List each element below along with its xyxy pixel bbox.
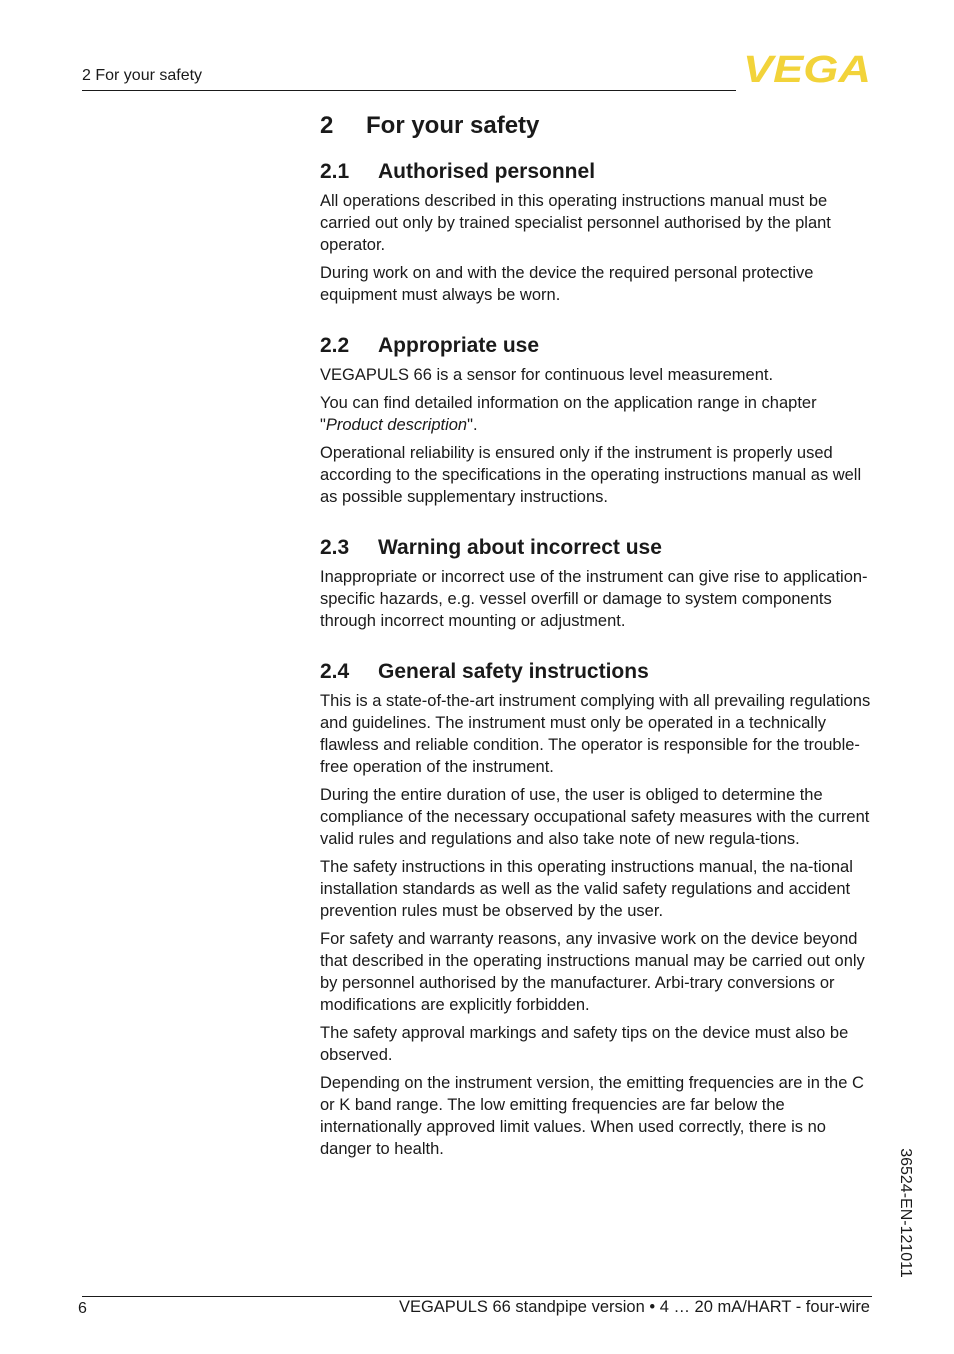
chapter-number: 2 <box>320 112 334 139</box>
section-heading <box>320 660 880 684</box>
paragraph: Operational reliability is ensured only if the instrument is properly used according to the specifications in the operating instructions manual as well as possible supplementary instructions. <box>320 444 862 506</box>
section-title: General safety instructions <box>378 660 649 683</box>
section-heading <box>320 536 880 560</box>
paragraph-text: ". <box>467 416 478 434</box>
sections-container <box>320 160 880 1160</box>
document-code: 36524-EN-121011 <box>897 1148 914 1278</box>
paragraph: All operations described in this operating instructions manual must be carried out only by trained specialist personnel authorised by the plant operator. <box>320 192 831 254</box>
section-number: 2.2 <box>320 334 350 357</box>
header-rule <box>82 90 736 91</box>
section <box>320 334 880 508</box>
section-title: Appropriate use <box>378 334 540 357</box>
document-code-vertical <box>894 1138 916 1288</box>
page-number: 6 <box>78 1300 87 1317</box>
paragraph: The safety instructions in this operating instructions manual, the na-tional installation standards as well as the valid safety regulations and accident prevention rules must be observed by the user. <box>320 858 853 920</box>
footer-document-title: VEGAPULS 66 standpipe version • 4 … 20 mA/HART - four-wire <box>398 1298 870 1316</box>
paragraph: During work on and with the device the required personal protective equipment must always be worn. <box>320 264 814 304</box>
section-title: Authorised personnel <box>378 160 596 183</box>
paragraph <box>320 392 880 436</box>
chapter-reference: Product description <box>325 416 468 434</box>
paragraph: This is a state-of-the-art instrument complying with all prevailing regulations and guidelines. The instrument must only be operated in a technically flawless and reliable condition. The operator is responsible for the trouble-free operation of the instrument. <box>320 692 871 776</box>
section-number: 2.1 <box>320 160 350 183</box>
logo-text: VEGA <box>743 52 871 84</box>
paragraph: Inappropriate or incorrect use of the instrument can give rise to application-specific hazards, e.g. vessel overfill or damage to system components through incorrect mounting or adjustment. <box>320 568 868 630</box>
section-number: 2.3 <box>320 536 350 559</box>
section-number: 2.4 <box>320 660 350 683</box>
paragraph-text: You can find detailed information on the application range in chapter " <box>320 394 817 434</box>
paragraph: For safety and warranty reasons, any invasive work on the device beyond that described in the operating instructions manual may be carried out only by personnel authorised by the manufacturer. Arbi-trary conversions or modifications are explicitly forbidden. <box>320 930 865 1014</box>
footer-rule <box>82 1296 872 1297</box>
vega-logo <box>742 52 872 84</box>
main-content <box>320 108 880 1166</box>
paragraph: VEGAPULS 66 is a sensor for continuous level measurement. <box>320 366 774 384</box>
paragraph: Depending on the instrument version, the emitting frequencies are in the C or K band range. The low emitting frequencies are far below the internationally approved limit values. When used correctly, there is no danger to health. <box>320 1074 864 1158</box>
section <box>320 660 880 1160</box>
section <box>320 536 880 632</box>
header-section-label: 2 For your safety <box>82 67 203 84</box>
section-heading <box>320 334 880 358</box>
chapter-title: For your safety <box>366 112 540 139</box>
section-title: Warning about incorrect use <box>378 536 662 559</box>
paragraph: The safety approval markings and safety tips on the device must also be observed. <box>320 1024 849 1064</box>
paragraph: During the entire duration of use, the user is obliged to determine the compliance of the necessary occupational safety measures with the current valid rules and regulations and also take note of new regula-tions. <box>320 786 870 848</box>
section-heading <box>320 160 880 184</box>
chapter-heading <box>320 112 880 140</box>
section <box>320 160 880 306</box>
